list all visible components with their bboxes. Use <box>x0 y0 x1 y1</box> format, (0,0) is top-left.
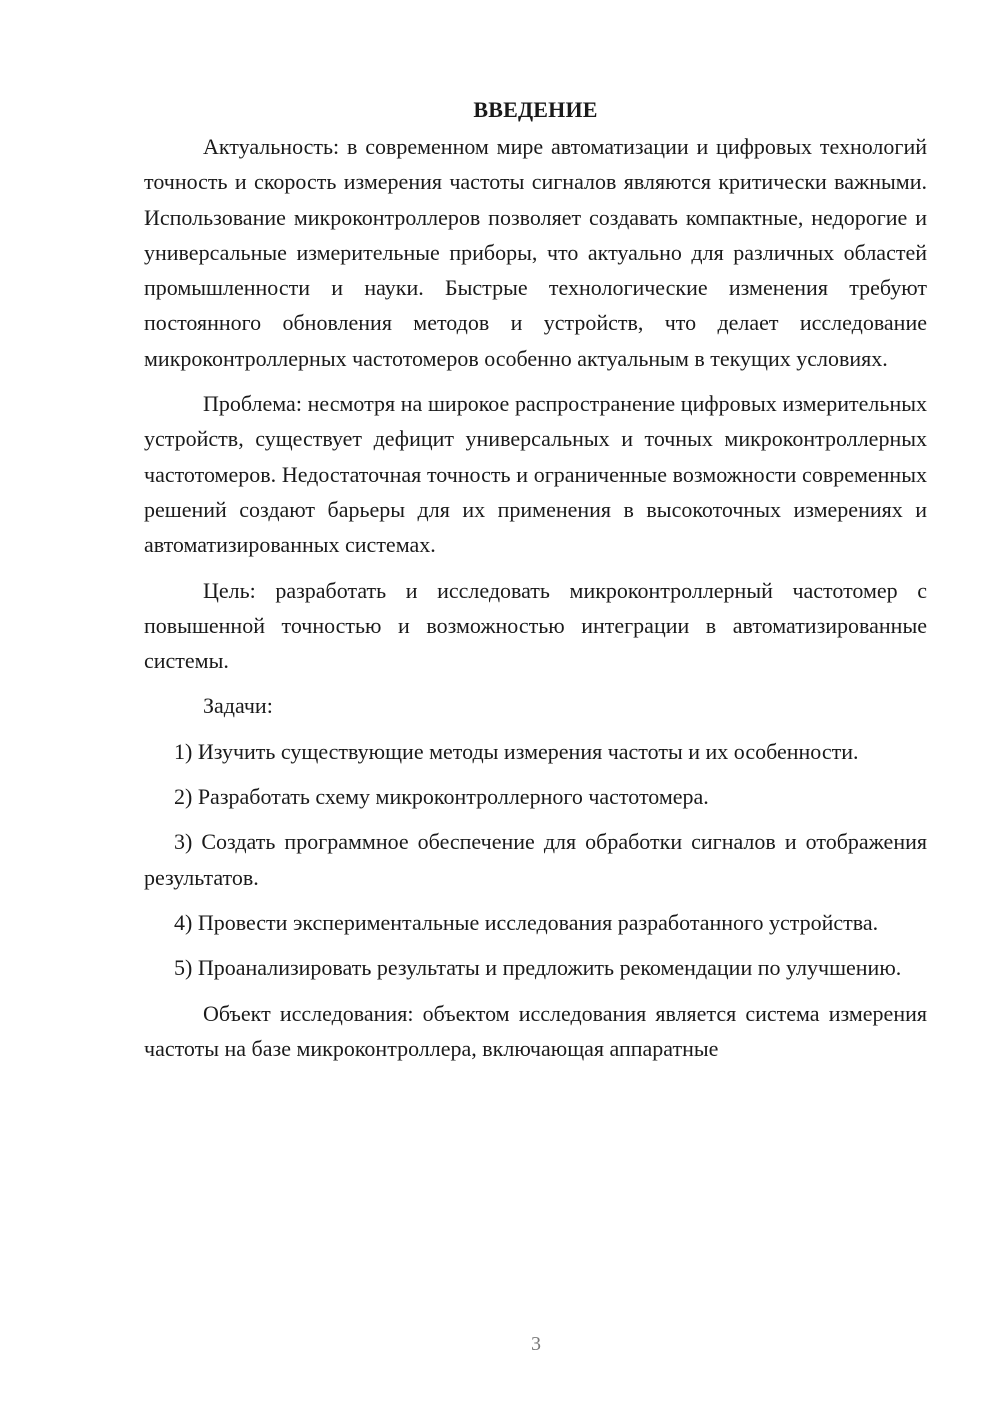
tasks-label: Задачи: <box>203 693 273 719</box>
page-content <box>144 92 927 1076</box>
section-heading: ВВЕДЕНИЕ <box>473 97 598 122</box>
paragraph-object: Объект исследования: объектом исследования является система измерения частоты на базе микроконтроллера, включающая аппаратные <box>144 1000 927 1061</box>
paragraph-problem: Проблема: несмотря на широкое распространение цифровых измерительных устройств, существует дефицит универсальных и точных микроконтроллерных частотомеров. Недостаточная точность и ограниченные возможности современных решений создают барьеры для их применения в высокоточных измерениях и автоматизированных системах. <box>144 391 927 558</box>
paragraph-relevance: Актуальность: в современном мире автоматизации и цифровых технологий точность и скорость измерения частоты сигналов являются критически важными. Использование микроконтроллеров позволяет создавать компактные, недорогие и универсальные измерительные приборы, что актуально для различных областей промышленности и науки. Быстрые технологические изменения требуют постоянного обновления методов и устройств, что делает исследование микроконтроллерных частотомеров особенно актуальным в текущих условиях. <box>144 134 927 371</box>
task-item-5: 5) Проанализировать результаты и предложить рекомендации по улучшению. <box>174 955 902 981</box>
task-item-3: 3) Создать программное обеспечение для обработки сигналов и отображения результатов. <box>144 829 927 890</box>
task-item-2: 2) Разработать схему микроконтроллерного частотомера. <box>174 784 709 810</box>
task-item-1: 1) Изучить существующие методы измерения частоты и их особенности. <box>174 738 859 764</box>
paragraph-goal: Цель: разработать и исследовать микроконтроллерный частотомер с повышенной точностью и возможностью интеграции в автоматизированные системы. <box>144 577 927 674</box>
page-number: 3 <box>531 1333 541 1355</box>
task-item-4: 4) Провести экспериментальные исследования разработанного устройства. <box>174 909 879 935</box>
